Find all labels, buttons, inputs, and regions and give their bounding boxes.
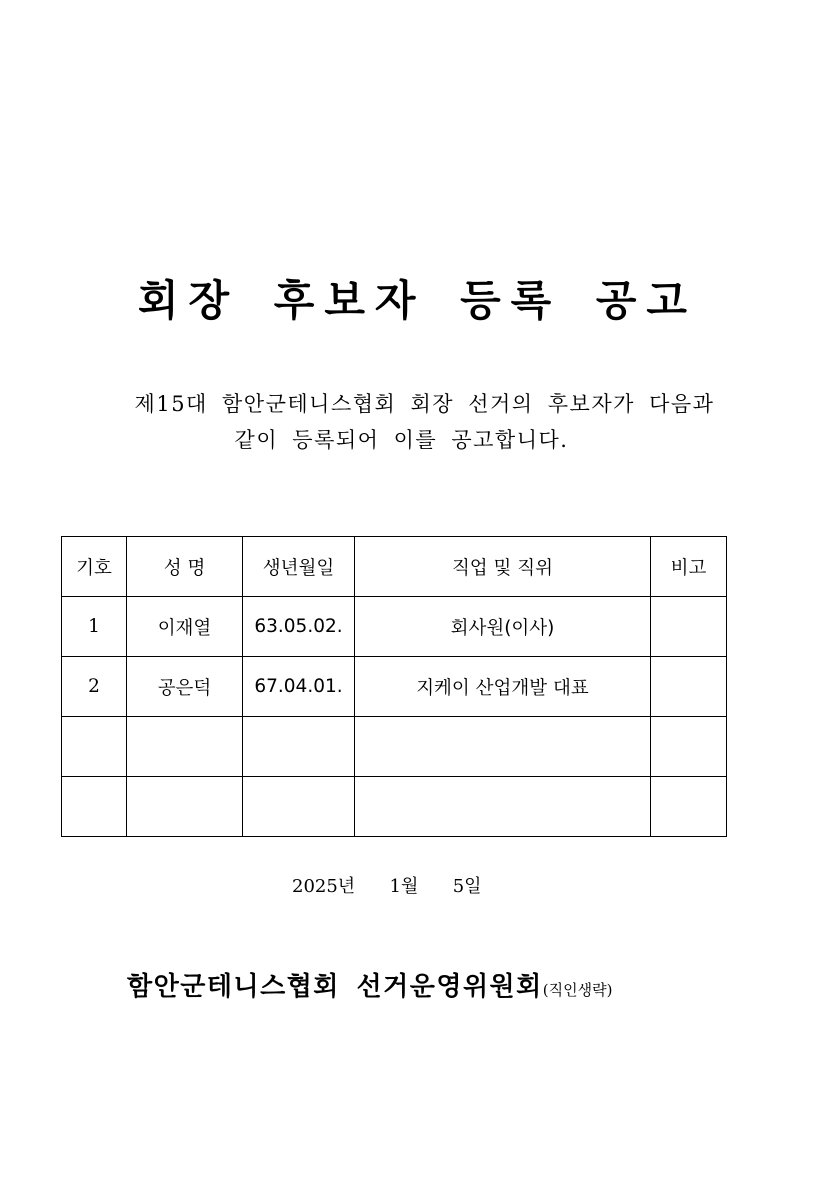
cell-occupation: 회사원(이사) [355,597,651,657]
cell-remarks [651,657,727,717]
header-occupation: 직업 및 직위 [355,537,651,597]
header-remarks: 비고 [651,537,727,597]
cell-number [62,777,127,837]
signer-organization: 함안군테니스협회 선거운영위원회 [127,972,543,1002]
cell-name: 공은덕 [127,657,243,717]
header-name: 성 명 [127,537,243,597]
table-row [62,657,727,717]
cell-birthdate [243,717,355,777]
cell-name: 이재열 [127,597,243,657]
cell-birthdate: 67.04.01. [243,657,355,717]
header-birthdate: 생년월일 [243,537,355,597]
announcement-date [292,872,482,898]
table-header-row [62,537,727,597]
cell-remarks [651,717,727,777]
cell-name [127,777,243,837]
date-day: 5일 [452,876,482,897]
table-row [62,717,727,777]
intro-line-1: 제15대 함안군테니스협회 회장 선거의 후보자가 다음과 [134,392,715,416]
cell-occupation [355,777,651,837]
cell-birthdate: 63.05.02. [243,597,355,657]
signer-block [127,966,612,1003]
cell-remarks [651,777,727,837]
cell-occupation: 지케이 산업개발 대표 [355,657,651,717]
candidate-table [61,536,727,837]
intro-line-2: 같이 등록되어 이를 공고합니다. [234,428,569,452]
cell-number: 1 [62,597,127,657]
cell-occupation [355,717,651,777]
cell-number [62,717,127,777]
table-row [62,777,727,837]
seal-omitted-note: (직인생략) [542,981,613,999]
date-month: 1월 [389,876,419,897]
cell-number: 2 [62,657,127,717]
date-year: 2025년 [292,876,356,897]
document-title: 회장 후보자 등록 공고 [137,276,697,325]
table-row [62,597,727,657]
cell-birthdate [243,777,355,837]
cell-name [127,717,243,777]
header-number: 기호 [62,537,127,597]
cell-remarks [651,597,727,657]
